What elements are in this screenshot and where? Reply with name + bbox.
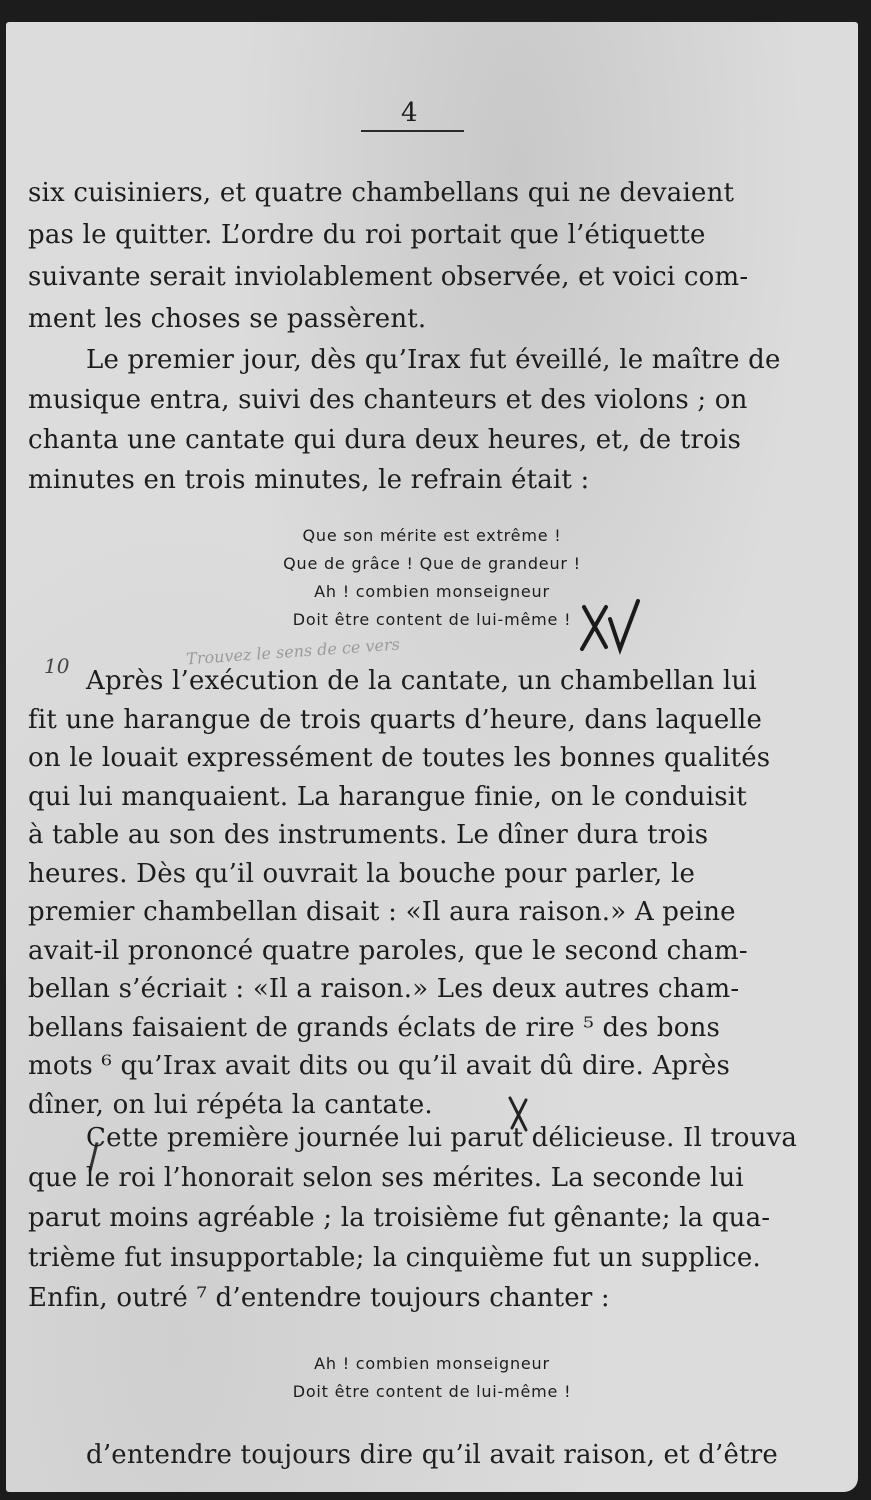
text-line: pas le quitter. L’ordre du roi portait que l’étiquette	[28, 220, 706, 250]
page-number: 4	[401, 98, 418, 128]
verse-line: Que son mérite est extrême !	[302, 526, 562, 545]
text-line: six cuisiniers, et quatre chambellans qui ne devaient	[28, 178, 735, 208]
text-line: bellans faisaient de grands éclats de rire ⁵ des bons	[28, 1012, 721, 1043]
text-line: d’entendre toujours dire qu’il avait raison, et d’être	[86, 1440, 778, 1470]
text-line: Cette première journée lui parut délicieuse. Il trouva	[86, 1123, 798, 1153]
text-line: fit une harangue de trois quarts d’heure, dans laquelle	[28, 704, 763, 735]
pencil-annotation: Trouvez le sens de ce vers	[185, 634, 401, 669]
paragraph-2	[28, 340, 836, 500]
verse-line: Doit être content de lui-même !	[292, 610, 572, 629]
paragraph-1	[28, 172, 836, 340]
verse-refrain	[28, 522, 836, 634]
text-line: avait-il prononcé quatre paroles, que le second cham-	[28, 935, 748, 966]
text-line: heures. Dès qu’il ouvrait la bouche pour parler, le	[28, 858, 696, 889]
book-page	[6, 22, 858, 1492]
text-line: musique entra, suivi des chanteurs et des violons ; on	[28, 385, 748, 415]
text-line: premier chambellan disait : «Il aura raison.» A peine	[28, 897, 736, 927]
text-line: dîner, on lui répéta la cantate.	[28, 1089, 433, 1120]
text-line: Enfin, outré ⁷ d’entendre toujours chanter :	[28, 1283, 610, 1313]
paragraph-5	[28, 1435, 836, 1475]
paragraph-4	[28, 1118, 836, 1318]
text-line: suivante serait inviolablement observée, et voici com-	[28, 262, 749, 292]
text-line: que le roi l’honorait selon ses mérites. La seconde lui	[28, 1163, 744, 1193]
text-line: parut moins agréable ; la troisième fut gênante; la qua-	[28, 1203, 771, 1233]
paragraph-3	[28, 662, 836, 1124]
verse-line: Ah ! combien monseigneur	[314, 1354, 550, 1373]
text-line: on le louait expressément de toutes les bonnes qualités	[28, 743, 771, 773]
verse-line: Doit être content de lui-même !	[292, 1382, 572, 1401]
text-line: ment les choses se passèrent.	[28, 304, 427, 334]
handwritten-xv-mark	[576, 597, 646, 661]
text-line: chanta une cantate qui dura deux heures, et, de trois	[28, 425, 742, 455]
text-line: minutes en trois minutes, le refrain était :	[28, 465, 590, 495]
verse-refrain-repeat	[28, 1350, 836, 1406]
text-line: à table au son des instruments. Le dîner dura trois	[28, 820, 709, 850]
page-number-rule	[361, 130, 464, 132]
verse-line: Ah ! combien monseigneur	[314, 582, 550, 601]
text-line: mots ⁶ qu’Irax avait dits ou qu’il avait dû dire. Après	[28, 1051, 731, 1081]
text-line: bellan s’écriait : «Il a raison.» Les deux autres cham-	[28, 974, 740, 1004]
text-line: qui lui manquaient. La harangue finie, on le conduisit	[28, 781, 747, 812]
text-line: Après l’exécution de la cantate, un chambellan lui	[86, 666, 757, 696]
verse-line: Que de grâce ! Que de grandeur !	[283, 554, 581, 573]
text-line: Le premier jour, dès qu’Irax fut éveillé, le maître de	[86, 345, 781, 375]
margin-number: 10	[44, 654, 70, 678]
text-line: trième fut insupportable; la cinquième fut un supplice.	[28, 1243, 761, 1273]
